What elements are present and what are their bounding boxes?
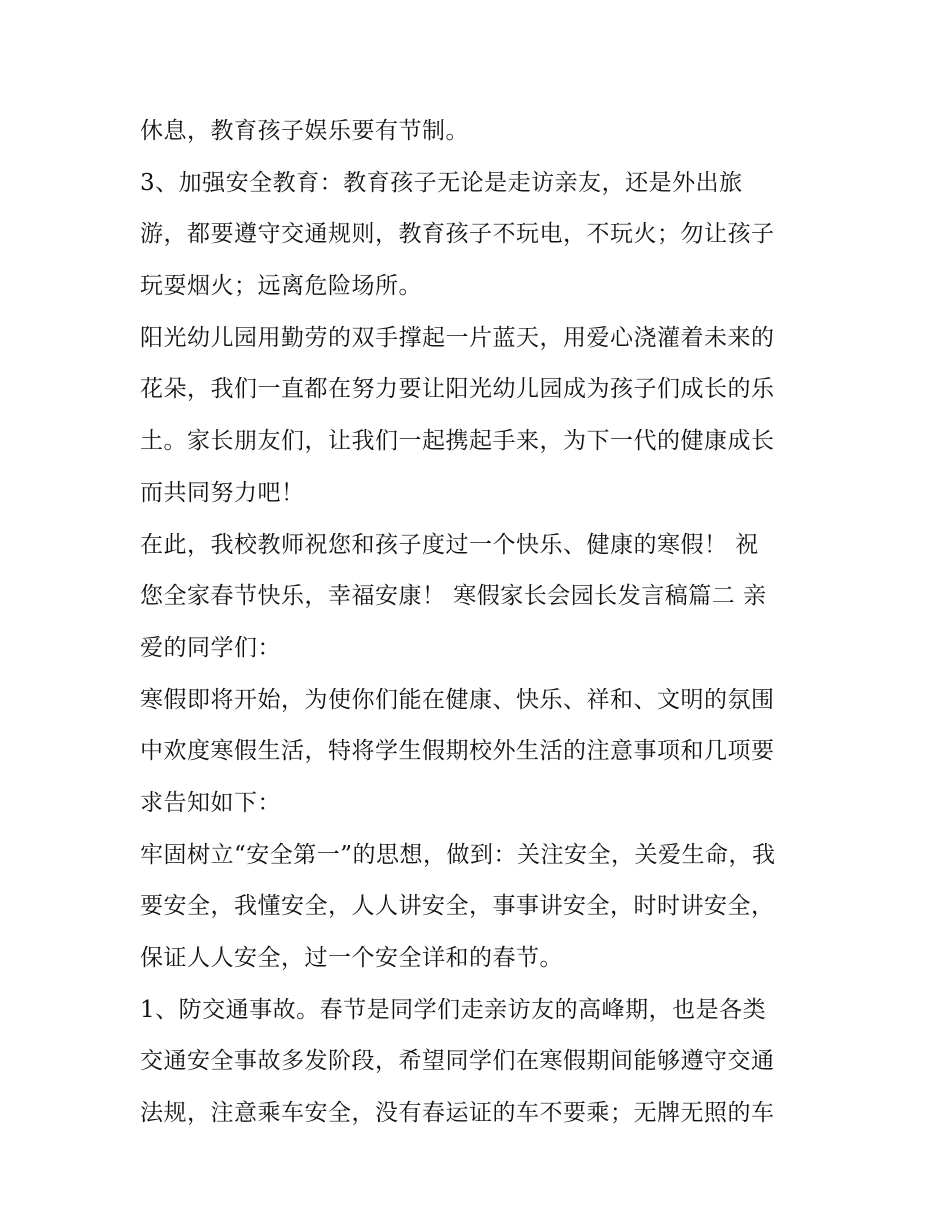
text-line: 交通安全事故多发阶段，希望同学们在寒假期间能够遵守交通	[140, 1048, 775, 1075]
text-line: 而共同努力吧！	[140, 479, 305, 506]
text-line: 游，都要遵守交通规则，教育孩子不玩电，不玩火；勿让孩子	[140, 221, 775, 248]
text-line: 在此，我校教师祝您和孩子度过一个快乐、健康的寒假！ 祝	[140, 531, 759, 558]
text-line: 3、加强安全教育：教育孩子无论是走访亲友，还是外出旅	[140, 169, 743, 196]
text-line: 您全家春节快乐，幸福安康！ 寒假家长会园长发言稿篇二 亲	[140, 583, 767, 610]
text-line: 中欢度寒假生活，特将学生假期校外生活的注意事项和几项要	[140, 738, 775, 765]
text-line: 保证人人安全，过一个安全详和的春节。	[140, 945, 563, 971]
text-line: 阳光幼儿园用勤劳的双手撑起一片蓝天，用爱心浇灌着未来的	[140, 324, 775, 351]
text-line: 玩耍烟火；远离危险场所。	[140, 273, 422, 300]
text-line: 求告知如下：	[140, 789, 281, 816]
text-line: 1、防交通事故。春节是同学们走亲访友的高峰期，也是各类	[140, 996, 767, 1023]
text-line: 休息，教育孩子娱乐要有节制。	[140, 118, 469, 144]
text-line: 要安全，我懂安全，人人讲安全，事事讲安全，时时讲安全，	[140, 893, 775, 920]
text-line: 牢固树立“安全第一”的思想，做到：关注安全，关爱生命，我	[140, 841, 776, 868]
text-line: 爱的同学们：	[140, 634, 281, 661]
text-line: 法规，注意乘车安全，没有春运证的车不要乘；无牌无照的车	[140, 1100, 775, 1127]
text-line: 土。家长朋友们，让我们一起携起手来，为下一代的健康成长	[140, 428, 775, 455]
text-line: 寒假即将开始，为使你们能在健康、快乐、祥和、文明的氛围	[140, 686, 775, 713]
text-line: 花朵，我们一直都在努力要让阳光幼儿园成为孩子们成长的乐	[140, 376, 775, 403]
document-body	[140, 106, 820, 1140]
